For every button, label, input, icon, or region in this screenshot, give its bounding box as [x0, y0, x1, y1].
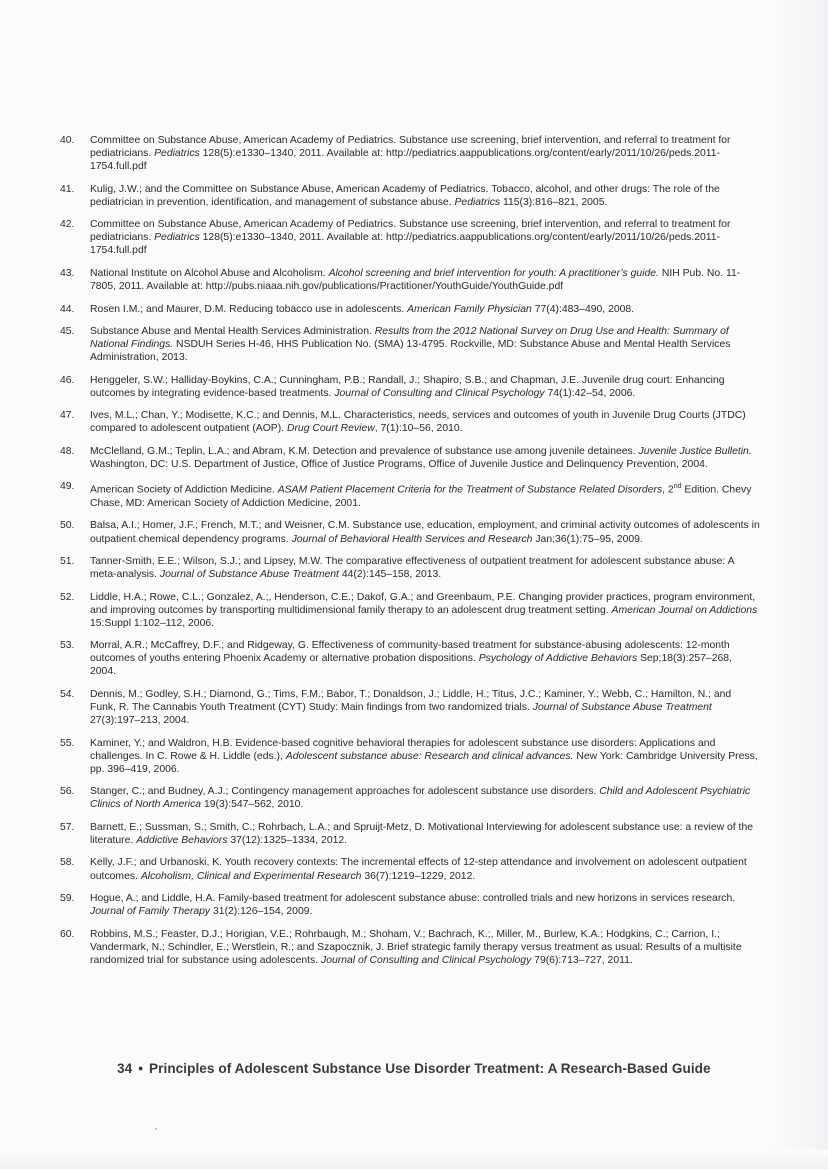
reference-text-segment: 19(3):547–562, 2010. [201, 799, 304, 811]
reference-text-segment: 44(2):145–158, 2013. [338, 569, 442, 581]
reference-text-segment: Edition. Chevy Chase, MD: American Society of Addiction Medicine, 2001. [90, 484, 752, 509]
reference-text-segment: Dennis, M.; Godley, S.H.; Diamond, G.; Tims, F.M.; Babor, T.; Donaldson, J.; Liddle, H.; Titus, J.C.; Kaminer, Y.; Webb, C.; Hamilton, N.; and Funk, R. The Cannabis Youth Treatment (CYT) Study: Main findings from two randomized trials. [90, 688, 732, 714]
reference-item [60, 267, 760, 293]
reference-text-segment: 36(7):1219–1229, 2012. [361, 870, 476, 882]
reference-italic-text: Psychology of Addictive Behaviors [478, 653, 638, 665]
reference-text-segment: 128(5):e1330–1340, 2011. Available at: http://pediatrics.aappublications.org/content/early/2011/10/26/peds.2011-1754.full.pdf [90, 148, 721, 173]
footer-bullet: • [138, 1061, 144, 1076]
reference-text [90, 519, 760, 545]
reference-list [60, 134, 760, 976]
reference-text-segment: Washington, DC: U.S. Department of Justice, Office of Justice Programs, Office of Juvenile Justice and Delinquency Prevention, 2004. [90, 458, 708, 470]
reference-number: 44. [60, 303, 75, 315]
reference-italic-text: Journal of Behavioral Health Services and Research [291, 533, 533, 545]
reference-number: 54. [60, 688, 75, 700]
reference-italic-text: Journal of Consulting and Clinical Psychology [334, 387, 545, 399]
reference-number: 59. [60, 893, 75, 905]
reference-italic-text: Journal of Substance Abuse Treatment [159, 569, 339, 581]
reference-text-segment: 115(3):816–821, 2005. [500, 196, 608, 208]
reference-item [60, 325, 760, 364]
reference-italic-text: Pediatrics [154, 232, 200, 244]
reference-text [90, 445, 760, 471]
footer-title: Principles of Adolescent Substance Use Disorder Treatment: A Research-Based Guide [149, 1061, 711, 1076]
reference-text-segment: National Institute on Alcohol Abuse and Alcoholism. [90, 267, 329, 279]
reference-number: 51. [60, 556, 75, 568]
reference-italic-text: Journal of Substance Abuse Treatment [532, 702, 712, 714]
reference-text [90, 409, 760, 435]
page-bottom-shadow [0, 1149, 828, 1169]
reference-number: 41. [60, 183, 75, 195]
page-footer [117, 1061, 757, 1076]
reference-italic-text: Child and Adolescent Psychiatric Clinics of North America [90, 786, 751, 811]
reference-text-segment: 128(5):e1330–1340, 2011. Available at: http://pediatrics.aappublications.org/content/early/2011/10/26/peds.2011-1754.full.pdf [90, 232, 721, 257]
reference-italic-text: Drug Court Review [286, 423, 375, 435]
reference-item [60, 591, 760, 630]
reference-text-segment: Kulig, J.W.; and the Committee on Substance Abuse, American Academy of Pediatrics. Tobacco, alcohol, and other drugs: The role of the pediatrician in prevention, identification, and management of substance abuse. [90, 183, 720, 208]
reference-text-segment: Liddle, H.A.; Rowe, C.L.; Gonzalez, A.;, Henderson, C.E.; Dakof, G.A.; and Greenbaum, P.E. Changing provider practices, program environment, and improving outcomes by transporting multidimensional family therapy to an adolescent drug treatment setting. [90, 591, 756, 616]
reference-text-segment: nd [673, 483, 682, 491]
reference-text-segment: 27(3):197–213, 2004. [90, 715, 190, 727]
reference-text [90, 639, 760, 678]
reference-item [60, 374, 760, 400]
reference-text-segment: Substance Abuse and Mental Health Services Administration. [90, 325, 375, 337]
reference-text [90, 555, 760, 581]
reference-italic-text: Adolescent substance abuse: Research and clinical advances. [285, 750, 574, 762]
reference-item [60, 303, 760, 316]
reference-text-segment: Kelly, J.F.; and Urbanoski, K. Youth recovery contexts: The incremental effects of 12-step attendance and involvement on adolescent outpatient outcomes. [90, 857, 747, 882]
reference-item [60, 785, 760, 811]
reference-text-segment: , 2 [662, 484, 674, 496]
reference-text [90, 928, 760, 967]
reference-text-segment: Committee on Substance Abuse, American Academy of Pediatrics. Substance use screening, brief intervention, and referral to treatment for pediatricians. [90, 219, 731, 244]
reference-italic-text: Pediatrics [154, 148, 200, 160]
reference-number: 49. [60, 481, 75, 493]
reference-text [90, 785, 760, 811]
reference-item [60, 134, 760, 173]
reference-item [60, 639, 760, 678]
reference-item [60, 928, 760, 967]
reference-italic-text: ASAM Patient Placement Criteria for the Treatment of Substance Related Disorders [277, 484, 663, 496]
reference-number: 40. [60, 135, 75, 146]
reference-text-segment: Ives, M.L.; Chan, Y.; Modisette, K.C.; and Dennis, M.L. Characteristics, needs, services and outcomes of youth in Juvenile Drug Courts (JTDC) compared to adolescent outpatient (AOP). [90, 410, 746, 435]
reference-number: 43. [60, 267, 75, 279]
reference-text-segment: Morral, A.R.; McCaffrey, D.F.; and Ridgeway, G. Effectiveness of community-based treatment for substance-abusing adolescents: 12-month outcomes of youths entering Phoenix Academy or alternative probation dispositions. [90, 640, 730, 665]
reference-italic-text: Journal of Family Therapy [90, 906, 211, 918]
reference-italic-text: American Journal on Addictions [611, 604, 758, 616]
reference-number: 52. [60, 591, 75, 603]
reference-text [90, 480, 760, 510]
reference-number: 60. [60, 928, 75, 940]
reference-item [60, 688, 760, 727]
reference-text-segment: Balsa, A.I.; Homer, J.F.; French, M.T.; and Weisner, C.M. Substance use, education, employment, and criminal activity outcomes of adolescents in outpatient chemical dependency programs. [90, 520, 760, 545]
reference-text-segment: 31(2):126–154, 2009. [210, 906, 313, 918]
reference-text-segment: Rosen I.M.; and Maurer, D.M. Reducing tobacco use in adolescents. [90, 303, 408, 315]
reference-text-segment: Stanger, C.; and Budney, A.J.; Contingency management approaches for adolescent substance use disorders. [90, 786, 600, 798]
page-number: 34 [117, 1061, 133, 1076]
reference-item [60, 737, 760, 776]
reference-text-segment: NSDUH Series H-46, HHS Publication No. (SMA) 13-4795. Rockville, MD: Substance Abuse and Mental Health Services Administration, 2013. [90, 339, 731, 364]
reference-text-segment: Robbins, M.S.; Feaster, D.J.; Horigian, V.E.; Rohrbaugh, M.; Shoham, V.; Bachrach, K.;, Miller, M., Burlew, K.A.; Hodgkins, C.; Carrion, I.; Vandermark, N.; Schindler, E.; Werstlein, R.; and Szapocznik, J. Brief strategic family therapy versus treatment as usual: Results of a multisite randomized trial for substance using adolescents. [90, 928, 742, 966]
reference-text-segment: Sep;18(3):257–268, 2004. [90, 653, 732, 678]
reference-italic-text: Results from the 2012 National Survey on Drug Use and Health: Summary of National Findings. [90, 325, 729, 351]
reference-text-segment: 15:Suppl 1:102–112, 2006. [90, 617, 215, 629]
reference-text-segment: New York: Cambridge University Press, pp. 396–419, 2006. [90, 750, 758, 775]
reference-text-segment: McClelland, G.M.; Teplin, L.A.; and Abram, K.M. Detection and prevalence of substance use among juvenile detainees. [90, 445, 639, 457]
reference-item [60, 821, 760, 847]
reference-text [90, 688, 760, 727]
reference-item [60, 480, 760, 510]
reference-text [90, 374, 760, 400]
reference-italic-text: Addictive Behaviors [136, 834, 228, 846]
reference-number: 57. [60, 821, 75, 833]
reference-text [90, 267, 760, 293]
reference-item [60, 409, 760, 435]
reference-text-segment: Tanner-Smith, E.E.; Wilson, S.J.; and Lipsey, M.W. The comparative effectiveness of outpatient treatment for adolescent substance abuse: A meta-analysis. [90, 556, 734, 581]
reference-text [90, 591, 760, 630]
reference-item [60, 519, 760, 545]
reference-text-segment: 77(4):483–490, 2008. [531, 303, 635, 315]
reference-text-segment: 79(6):713–727, 2011. [531, 954, 633, 966]
reference-number: 50. [60, 520, 75, 532]
reference-item [60, 183, 760, 209]
reference-text-segment: Committee on Substance Abuse, American Academy of Pediatrics. Substance use screening, brief intervention, and referral to treatment for pediatricians. [90, 135, 731, 160]
reference-text-segment: 74(1):42–54, 2006. [544, 387, 636, 399]
reference-number: 55. [60, 737, 75, 749]
reference-text-segment: Jan;36(1):75–95, 2009. [532, 533, 643, 545]
reference-number: 58. [60, 857, 75, 869]
reference-text-segment: American Society of Addiction Medicine. [90, 484, 278, 496]
reference-italic-text: Journal of Consulting and Clinical Psychology [321, 954, 532, 966]
reference-text-segment: Henggeler, S.W.; Halliday-Boykins, C.A.; Cunningham, P.B.; Randall, J.; Shapiro, S.B.; and Chapman, J.E. Juvenile drug court: Enhancing outcomes by integrating evidence-based treatments. [90, 374, 725, 399]
reference-italic-text: Juvenile Justice Bulletin. [638, 445, 752, 457]
reference-text-segment: Hogue, A.; and Liddle, H.A. Family-based treatment for adolescent substance abuse: controlled trials and new horizons in services research. [90, 893, 736, 905]
reference-item [60, 856, 760, 882]
reference-text [90, 134, 760, 173]
reference-number: 45. [60, 325, 75, 337]
reference-text [90, 218, 760, 257]
reference-text [90, 737, 760, 776]
reference-text [90, 856, 760, 882]
reference-number: 47. [60, 410, 75, 422]
reference-text-segment: , 7(1):10–56, 2010. [374, 423, 463, 435]
reference-italic-text: Pediatrics [454, 196, 501, 208]
reference-italic-text: American Family Physician [407, 303, 532, 315]
reference-item [60, 892, 760, 918]
reference-text-segment: Barnett, E.; Sussman, S.; Smith, C.; Rohrbach, L.A.; and Spruijt-Metz, D. Motivational Interviewing for adolescent substance use: a review of the literature. [90, 821, 754, 846]
reference-text [90, 325, 760, 364]
reference-number: 48. [60, 445, 75, 457]
reference-text-segment: 37(12):1325–1334, 2012. [227, 834, 348, 846]
reference-text [90, 303, 760, 316]
reference-text-segment: NIH Pub. No. 11-7805, 2011. Available at: http://pubs.niaaa.nih.gov/publications/Practitioner/YouthGuide/YouthGuide.pdf [90, 267, 741, 293]
reference-italic-text: Alcoholism, Clinical and Experimental Research [140, 870, 362, 882]
reference-italic-text: Alcohol screening and brief intervention for youth: A practitioner’s guide. [328, 267, 659, 279]
scan-speck [155, 1128, 157, 1130]
reference-number: 53. [60, 640, 75, 652]
reference-item [60, 445, 760, 471]
reference-text [90, 892, 760, 918]
reference-text [90, 821, 760, 847]
page-edge-shadow [770, 0, 828, 1169]
reference-number: 42. [60, 219, 75, 231]
reference-number: 46. [60, 374, 75, 386]
reference-number: 56. [60, 786, 75, 798]
reference-text-segment: Kaminer, Y.; and Waldron, H.B. Evidence-based cognitive behavioral therapies for adolescent substance use disorders: Applications and challenges. In C. Rowe & H. Liddle (eds.), [90, 737, 716, 762]
reference-item [60, 218, 760, 257]
reference-item [60, 555, 760, 581]
reference-text [90, 183, 760, 209]
